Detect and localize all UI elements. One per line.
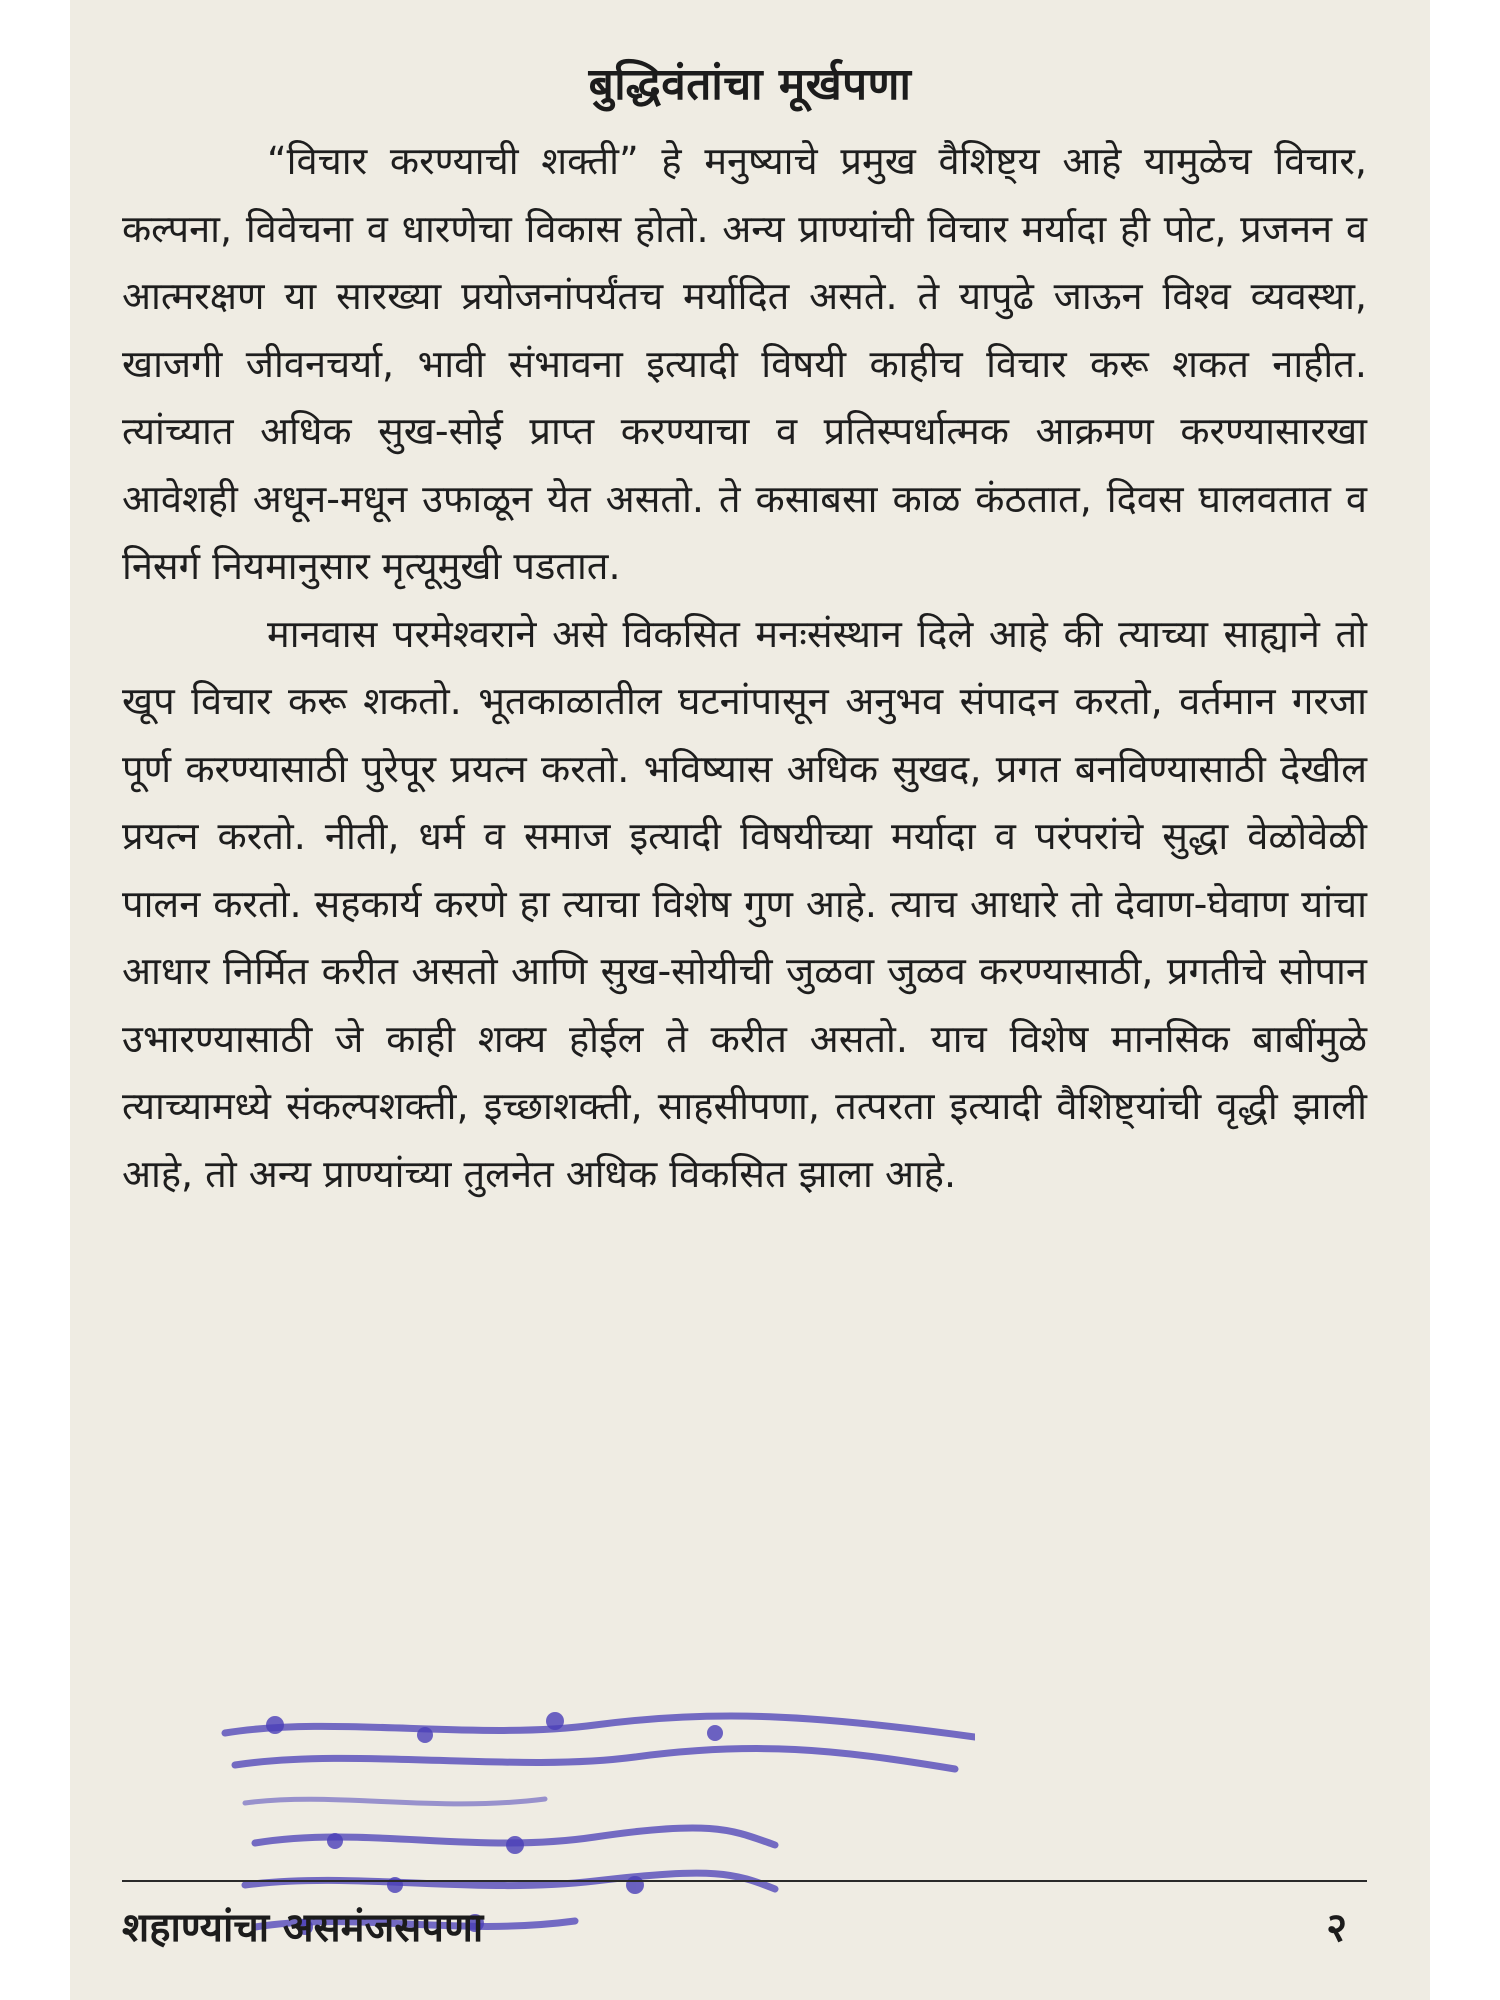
chapter-title: बुद्धिवंतांचा मूर्खपणा <box>588 59 912 110</box>
paragraph-2: मानवास परमेश्वराने असे विकसित मनःसंस्थान दिले आहे की त्याच्या साह्याने तो खूप विचार करू शकतो. भूतकाळातील घटनांपासून अनुभव संपादन करतो, वर्तमान गरजा पूर्ण करण्यासाठी पुरेपूर प्रयत्न करतो. भविष्यास अधिक सुखद, प्रगत बनविण्यासाठी देखील प्रयत्न करतो. नीती, धर्म व समाज इत्यादी विषयीच्या मर्यादा व परंपरांचे सुद्धा वेळोवेळी पालन करतो. सहकार्य करणे हा त्याचा विशेष गुण आहे. त्याच आधारे तो देवाण-घेवाण यांचा आधार निर्मित करीत असतो आणि सुख-सोयीची जुळवा जुळव करण्यासाठी, प्रगतीचे सोपान उभारण्यासाठी जे काही शक्य होईल ते करीत असतो. याच विशेष मानसिक बाबींमुळे त्याच्यामध्ये संकल्पशक्ती, इच्छाशक्ती, साहसीपणा, तत्परता इत्यादी वैशिष्ट्यांची वृद्धी झाली आहे, तो अन्य प्राण्यांच्या तुलनेत अधिक विकसित झाला आहे. <box>122 611 1367 1196</box>
footer-rule <box>122 1880 1367 1882</box>
footer-book-title: शहाण्यांचा असमंजसपणा <box>122 1905 484 1951</box>
paragraph-1: “विचार करण्याची शक्ती” हे मनुष्याचे प्रमुख वैशिष्ट्य आहे यामुळेच विचार, कल्पना, विवेचना व धारणेचा विकास होतो. अन्य प्राण्यांची विचार मर्यादा ही पोट, प्रजनन व आत्मरक्षण या सारख्या प्रयोजनांपर्यंतच मर्यादित असते. ते यापुढे जाऊन विश्व व्यवस्था, खाजगी जीवनचर्या, भावी संभावना इत्यादी विषयी काहीच विचार करू शकत नाहीत. त्यांच्यात अधिक सुख-सोई प्राप्त करण्याचा व प्रतिस्पर्धात्मक आक्रमण करण्यासारखा आवेशही अधून-मधून उफाळून येत असतो. ते कसाबसा काळ कंठतात, दिवस घालवतात व निसर्ग नियमानुसार मृत्यूमुखी पडतात. <box>122 139 1367 588</box>
page-footer <box>122 1898 1367 1958</box>
body-text <box>122 128 1367 1208</box>
page-number: २ <box>1326 1905 1347 1951</box>
